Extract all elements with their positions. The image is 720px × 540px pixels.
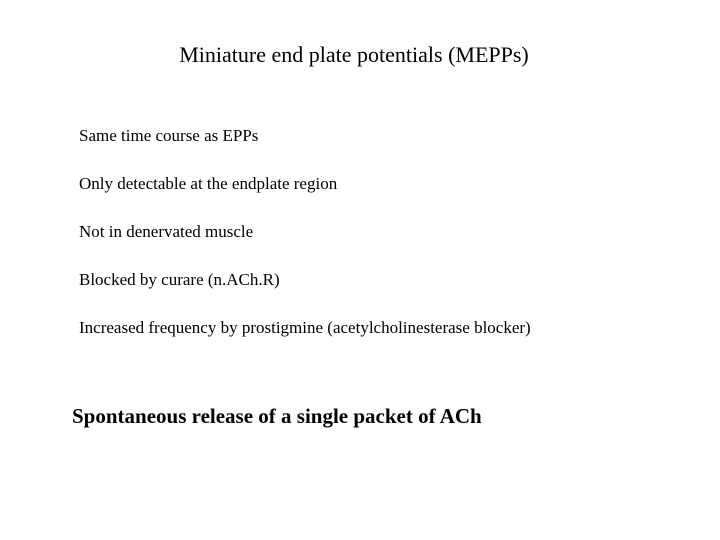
slide-title: Miniature end plate potentials (MEPPs) bbox=[179, 42, 529, 67]
point-item: Only detectable at the endplate region bbox=[79, 174, 338, 193]
point-item: Blocked by curare (n.ACh.R) bbox=[79, 270, 280, 289]
point-item: Same time course as EPPs bbox=[79, 126, 259, 145]
point-item: Increased frequency by prostigmine (acetylcholinesterase blocker) bbox=[79, 318, 531, 337]
point-list bbox=[79, 126, 531, 366]
point-item: Not in denervated muscle bbox=[79, 222, 254, 241]
conclusion-text: Spontaneous release of a single packet of ACh bbox=[72, 404, 482, 428]
